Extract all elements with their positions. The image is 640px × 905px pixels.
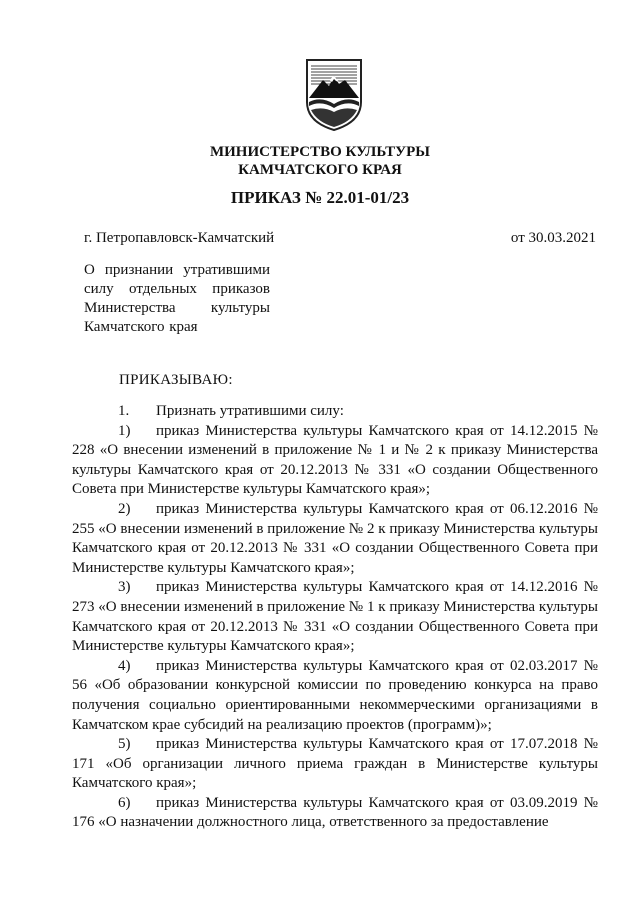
item-number: 1. bbox=[118, 403, 130, 419]
order-item bbox=[72, 402, 598, 422]
order-item bbox=[72, 422, 598, 500]
item-number: 1) bbox=[118, 422, 131, 439]
item-number: 2) bbox=[118, 500, 131, 517]
item-text: приказ Министерства культуры Камчатского края от 14.12.2016 № 273 «О внесении изменений в приложение № 1 к приказу Министерства культуры Камчатского края от 20.12.2013 № 331 «О создании Общественного Совета при Министерстве культуры Камчатского края»; bbox=[72, 579, 598, 655]
order-item bbox=[72, 735, 598, 794]
item-number: 5) bbox=[118, 736, 131, 753]
order-body bbox=[72, 402, 598, 833]
item-number: 6) bbox=[118, 794, 131, 811]
order-item bbox=[72, 500, 598, 578]
order-item bbox=[72, 657, 598, 735]
order-item bbox=[72, 578, 598, 656]
subject-line: О признании утратившими bbox=[84, 262, 270, 278]
order-item bbox=[72, 794, 598, 833]
item-text: приказ Министерства культуры Камчатского края от 02.03.2017 № 56 «Об образовании конкурсной комиссии по проведению конкурса на право получения социально ориентированными некоммерческими организациями в Камчатском крае субсидий на реализацию проектов (программ)»; bbox=[72, 657, 598, 733]
ministry-name-line2: КАМЧАТСКОГО КРАЯ bbox=[238, 162, 402, 178]
item-number: 4) bbox=[118, 657, 131, 674]
kamchatka-emblem-icon bbox=[303, 58, 365, 132]
ministry-name-line1: МИНИСТЕРСТВО КУЛЬТУРЫ bbox=[209, 144, 431, 160]
city: г. Петропавловск-Камчатский bbox=[84, 230, 275, 246]
order-word: ПРИКАЗЫВАЮ: bbox=[119, 372, 233, 388]
item-text: приказ Министерства культуры Камчатского края от 14.12.2015 № 228 «О внесении изменений в приложение № 1 и № 2 к приказу Министерства культуры Камчатского края от 20.12.2013 № 331 «О создании Общественного Совета при Министерстве культуры Камчатского края»; bbox=[72, 422, 598, 498]
order-date: от 30.03.2021 bbox=[510, 230, 596, 246]
item-number: 3) bbox=[118, 579, 131, 596]
item-text: приказ Министерства культуры Камчатского края от 03.09.2019 № 176 «О назначении должностного лица, ответственного за предоставление bbox=[72, 794, 598, 831]
order-title: ПРИКАЗ № 22.01-01/23 bbox=[230, 188, 410, 207]
order-subject bbox=[84, 261, 270, 337]
item-text: Признать утратившими силу: bbox=[156, 403, 344, 419]
subject-line: Министерства культуры bbox=[84, 300, 270, 316]
subject-line: Камчатского края bbox=[84, 319, 198, 335]
item-text: приказ Министерства культуры Камчатского края от 17.07.2018 № 171 «Об организации личного приема граждан в Министерстве культуры Камчатского края»; bbox=[72, 736, 598, 792]
subject-line: силу отдельных приказов bbox=[84, 281, 270, 297]
item-text: приказ Министерства культуры Камчатского края от 06.12.2016 № 255 «О внесении изменений в приложение № 2 к приказу Министерства культуры Камчатского края от 20.12.2013 № 331 «О создании Общественного Совета при Министерстве культуры Камчатского края»; bbox=[72, 500, 598, 576]
